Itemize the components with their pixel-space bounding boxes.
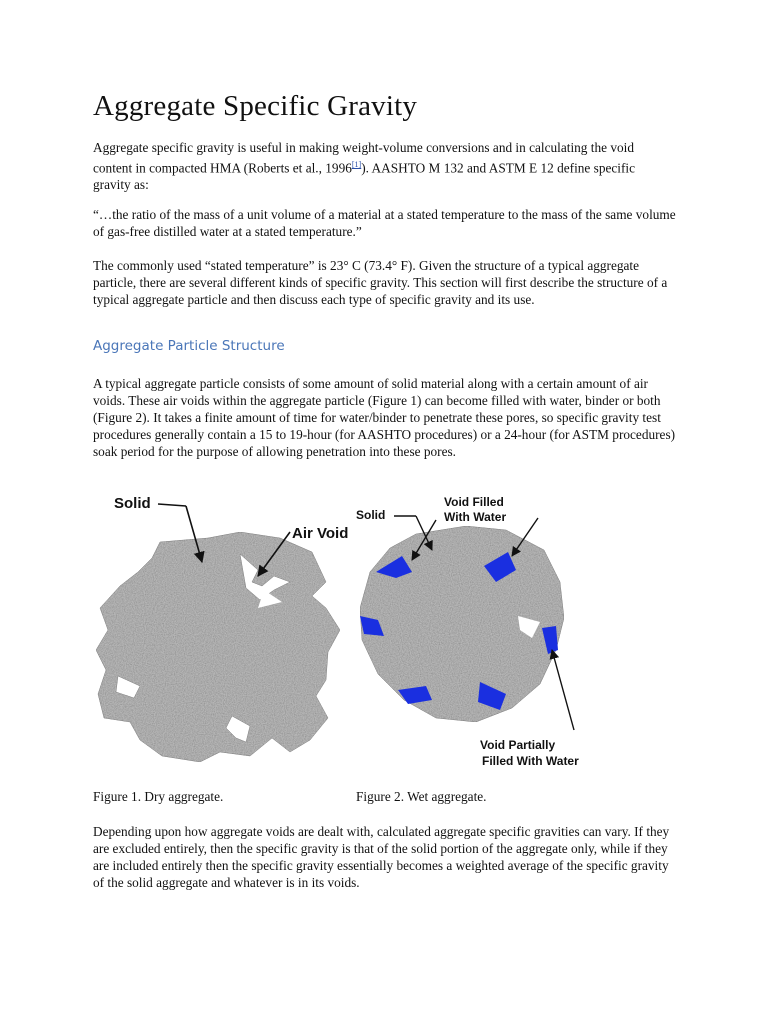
structure-paragraph: A typical aggregate particle consists of some amount of solid material along with a certain amount of air voids. These air voids within the aggregate particle (Figure 1) can become filled with water, binder or both (Figure 2). It takes a finite amount of time for water/binder to penetrate these pores, so specific gravity test procedures generally contain a 15 to 19-hour (for AASHTO procedures) or a 24-hour (for ASTM procedures) soak period for the purpose of allowing penetration into these pores. xyxy=(93,376,676,459)
figure1-caption: Figure 1. Dry aggregate. xyxy=(93,789,224,804)
intro-text: Aggregate specific gravity is useful in making weight-volume conversions and in calculating the void content in compacted HMA (Roberts et al., 1996 xyxy=(93,140,634,176)
figure2-wet-aggregate xyxy=(356,490,592,772)
figure2-solid-label: Solid xyxy=(356,508,386,522)
section-heading: Aggregate Particle Structure xyxy=(93,338,285,354)
figure1-dry-aggregate xyxy=(90,490,352,772)
intro-paragraph xyxy=(93,139,673,193)
figure2-caption: Figure 2. Wet aggregate. xyxy=(356,789,487,804)
temperature-paragraph: The commonly used “stated temperature” is 23° C (73.4° F). Given the structure of a typical aggregate particle, there are several different kinds of specific gravity. This section will first describe the structure of a typical aggregate particle and then discuss each type of specific gravity and its use. xyxy=(93,258,668,307)
figure2-partial-label-line2: Filled With Water xyxy=(482,754,579,768)
figure2-filled-label-line1: Void Filled xyxy=(444,495,504,509)
figure1-solid-label: Solid xyxy=(114,495,151,512)
figure1-air-void-label: Air Void xyxy=(292,525,349,542)
definition-quote: “…the ratio of the mass of a unit volume of a material at a stated temperature to the mass of the same volume of gas-free distilled water at a stated temperature.” xyxy=(93,207,676,239)
figure2-partial-label-line1: Void Partially xyxy=(480,738,556,752)
dry-particle xyxy=(96,532,340,762)
reference-sup xyxy=(352,158,361,170)
reference-link[interactable]: [1] xyxy=(351,160,362,169)
intro-text-continued: ). AASHTO M 132 and ASTM E 12 define specific gravity as: xyxy=(93,160,635,193)
figure2-filled-label-line2: With Water xyxy=(444,510,507,524)
closing-paragraph: Depending upon how aggregate voids are dealt with, calculated aggregate specific gravities can vary. If they are excluded entirely, then the specific gravity is that of the solid portion of the aggregate only, while if they are included entirely then the specific gravity essentially becomes a weighted average of the specific gravity of the solid aggregate and whatever is in its voids. xyxy=(93,824,670,890)
page-title: Aggregate Specific Gravity xyxy=(93,90,418,122)
